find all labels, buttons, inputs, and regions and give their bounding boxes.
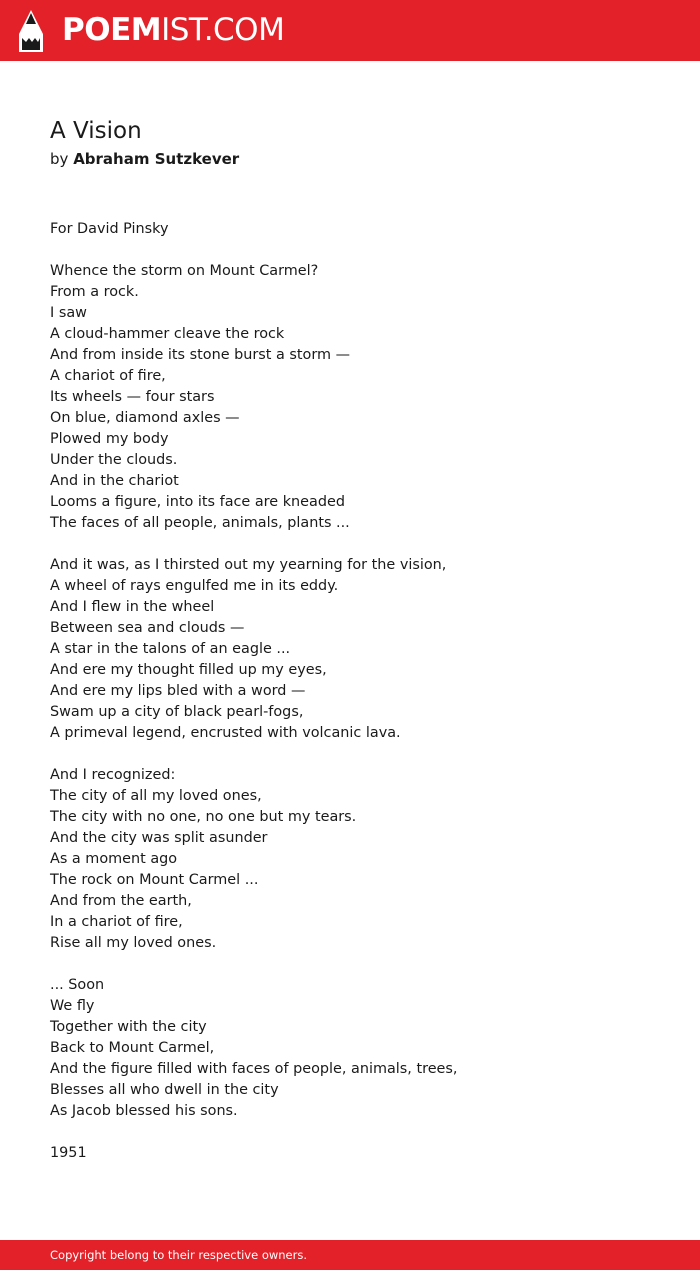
poem-line: And it was, as I thirsted out my yearning for the vision,: [50, 557, 447, 573]
poem-stanza: [50, 975, 670, 1122]
poem-stanza: [50, 555, 670, 744]
poem-line: 1951: [50, 1145, 87, 1161]
poem-line: Plowed my body: [50, 431, 169, 447]
copyright-text: Copyright belong to their respective owners.: [50, 1248, 308, 1262]
poem-line: And the city was split asunder: [50, 830, 268, 846]
poem-stanza: [50, 1143, 670, 1164]
poem-line: In a chariot of fire,: [50, 914, 183, 930]
poem-line: A wheel of rays engulfed me in its eddy.: [50, 578, 339, 594]
poem-line: A primeval legend, encrusted with volcanic lava.: [50, 725, 401, 741]
poem-line: A chariot of fire,: [50, 368, 166, 384]
poem-line: And ere my lips bled with a word —: [50, 683, 306, 699]
pen-nib-icon[interactable]: [18, 10, 44, 52]
poem-line: And in the chariot: [50, 473, 179, 489]
poem-line: As Jacob blessed his sons.: [50, 1103, 238, 1119]
poem-stanza: [50, 261, 670, 534]
poem-body: [50, 219, 670, 1185]
poem-line: I saw: [50, 305, 87, 321]
poem-line: And I flew in the wheel: [50, 599, 215, 615]
poem-line: Blesses all who dwell in the city: [50, 1082, 279, 1098]
poem-line: And I recognized:: [50, 767, 176, 783]
poem-line: A cloud-hammer cleave the rock: [50, 326, 285, 342]
poem-line: Swam up a city of black pearl-fogs,: [50, 704, 304, 720]
poem-line: And ere my thought filled up my eyes,: [50, 662, 327, 678]
poem-line: Under the clouds.: [50, 452, 178, 468]
poem-stanza: [50, 765, 670, 954]
poem-author: Abraham Sutzkever: [73, 150, 240, 168]
logo-bold-text: POEM: [62, 12, 162, 48]
poem-line: Together with the city: [50, 1019, 207, 1035]
poem-line: For David Pinsky: [50, 221, 169, 237]
poem-line: ... Soon: [50, 977, 105, 993]
poem-line: The city with no one, no one but my tears.: [50, 809, 357, 825]
poem-line: A star in the talons of an eagle ...: [50, 641, 291, 657]
poem-line: We fly: [50, 998, 95, 1014]
poem-line: Between sea and clouds —: [50, 620, 245, 636]
poem-line: Its wheels — four stars: [50, 389, 215, 405]
poem-line: Whence the storm on Mount Carmel?: [50, 263, 319, 279]
byline-prefix: by: [50, 150, 69, 168]
poem-line: Rise all my loved ones.: [50, 935, 217, 951]
poem-stanza: [50, 219, 670, 240]
poem-line: And the figure filled with faces of people, animals, trees,: [50, 1061, 458, 1077]
poem-line: From a rock.: [50, 284, 139, 300]
poem-line: The city of all my loved ones,: [50, 788, 262, 804]
poem-line: And from the earth,: [50, 893, 192, 909]
site-footer: [0, 1240, 700, 1270]
poem-line: As a moment ago: [50, 851, 178, 867]
poem-title: A Vision: [50, 118, 142, 144]
poem-byline: [50, 148, 239, 170]
poem-line: Looms a figure, into its face are kneaded: [50, 494, 345, 510]
poem-line: On blue, diamond axles —: [50, 410, 240, 426]
site-logo[interactable]: [62, 12, 284, 48]
poem-line: The faces of all people, animals, plants ...: [50, 515, 350, 531]
site-header: [0, 0, 700, 61]
poem-line: The rock on Mount Carmel ...: [50, 872, 259, 888]
poem-line: Back to Mount Carmel,: [50, 1040, 215, 1056]
logo-light-text: IST.COM: [161, 12, 285, 48]
poem-line: And from inside its stone burst a storm —: [50, 347, 350, 363]
